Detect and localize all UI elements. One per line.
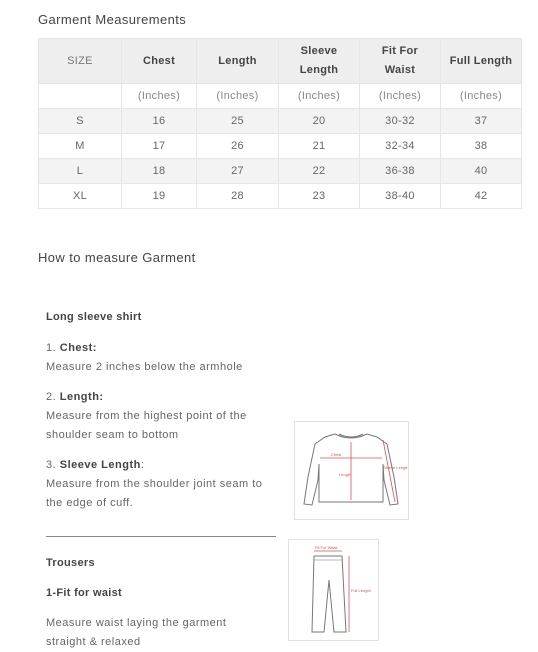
table-cell: L [39,159,122,184]
table-cell: 28 [197,184,279,209]
sleeve-instruction [46,456,281,513]
table-cell: 21 [279,134,360,159]
table-cell: 27 [197,159,279,184]
sleeve-label: Sleeve Length [59,459,141,471]
chest-description: Measure 2 inches below the armhole [46,361,243,373]
header-sleeve-length [279,39,360,84]
table-cell: 20 [279,109,360,134]
table-cell: 40 [441,159,522,184]
fit-for-waist-description: Measure waist laying the garment straight & relaxed [46,617,227,648]
sleeve-description: Measure from the shoulder joint seam to the edge of cuff. [46,478,263,509]
sleeve-number: 3. [46,459,57,471]
table-cell: 26 [197,134,279,159]
table-row [39,109,522,134]
table-header-row [39,39,522,84]
table-cell: 42 [441,184,522,209]
diagram-sleeve-label: Sleeve Length [383,465,408,470]
table-cell: 23 [279,184,360,209]
shirt-section-title: Long sleeve shirt [46,311,142,323]
table-cell: 18 [122,159,197,184]
header-chest: Chest [122,39,197,84]
chest-label: Chest: [59,342,97,354]
table-cell: 37 [441,109,522,134]
trousers-diagram-image [289,540,378,640]
header-size: SIZE [39,39,122,84]
garment-measurements-title: Garment Measurements [38,12,187,27]
diagram-chest-label: Chest [331,452,342,457]
table-cell: S [39,109,122,134]
header-length: Length [197,39,279,84]
table-cell: 16 [122,109,197,134]
table-cell: 38-40 [360,184,441,209]
table-cell: 22 [279,159,360,184]
table-cell: 36-38 [360,159,441,184]
table-cell: 19 [122,184,197,209]
trousers-diagram [288,539,379,641]
sleeve-colon: : [140,459,145,471]
table-cell: M [39,134,122,159]
table-cell: 30-32 [360,109,441,134]
diagram-full-length-label: Full Length [351,588,371,593]
header-full-length: Full Length [441,39,522,84]
chest-number: 1. [46,342,57,354]
diagram-length-label: Length [339,472,352,477]
unit-cell: (Inches) [360,84,441,109]
header-fit-for-waist-text: Fit For Waist [381,45,419,76]
unit-cell: (Inches) [441,84,522,109]
chest-instruction [46,339,243,377]
table-cell: 17 [122,134,197,159]
table-cell: 25 [197,109,279,134]
trousers-section-title: Trousers [46,557,95,569]
section-divider [46,536,276,537]
unit-cell: (Inches) [279,84,360,109]
header-sleeve-length-text: Sleeve Length [299,45,339,76]
table-cell: 32-34 [360,134,441,159]
table-row [39,184,522,209]
measurements-table [38,38,522,209]
table-cell: 38 [441,134,522,159]
fit-for-waist-label: 1-Fit for waist [46,587,123,599]
table-row [39,134,522,159]
length-number: 2. [46,391,57,403]
diagram-waist-label: Fit For Waist [315,545,338,550]
table-row [39,159,522,184]
shirt-diagram-image [295,422,408,519]
unit-cell: (Inches) [122,84,197,109]
unit-cell: (Inches) [197,84,279,109]
table-cell: XL [39,184,122,209]
unit-cell [39,84,122,109]
how-to-measure-title: How to measure Garment [38,250,196,265]
header-fit-for-waist [360,39,441,84]
shirt-diagram [294,421,409,520]
length-label: Length: [59,391,104,403]
length-instruction [46,388,281,445]
table-units-row [39,84,522,109]
length-description: Measure from the highest point of the shoulder seam to bottom [46,410,247,441]
